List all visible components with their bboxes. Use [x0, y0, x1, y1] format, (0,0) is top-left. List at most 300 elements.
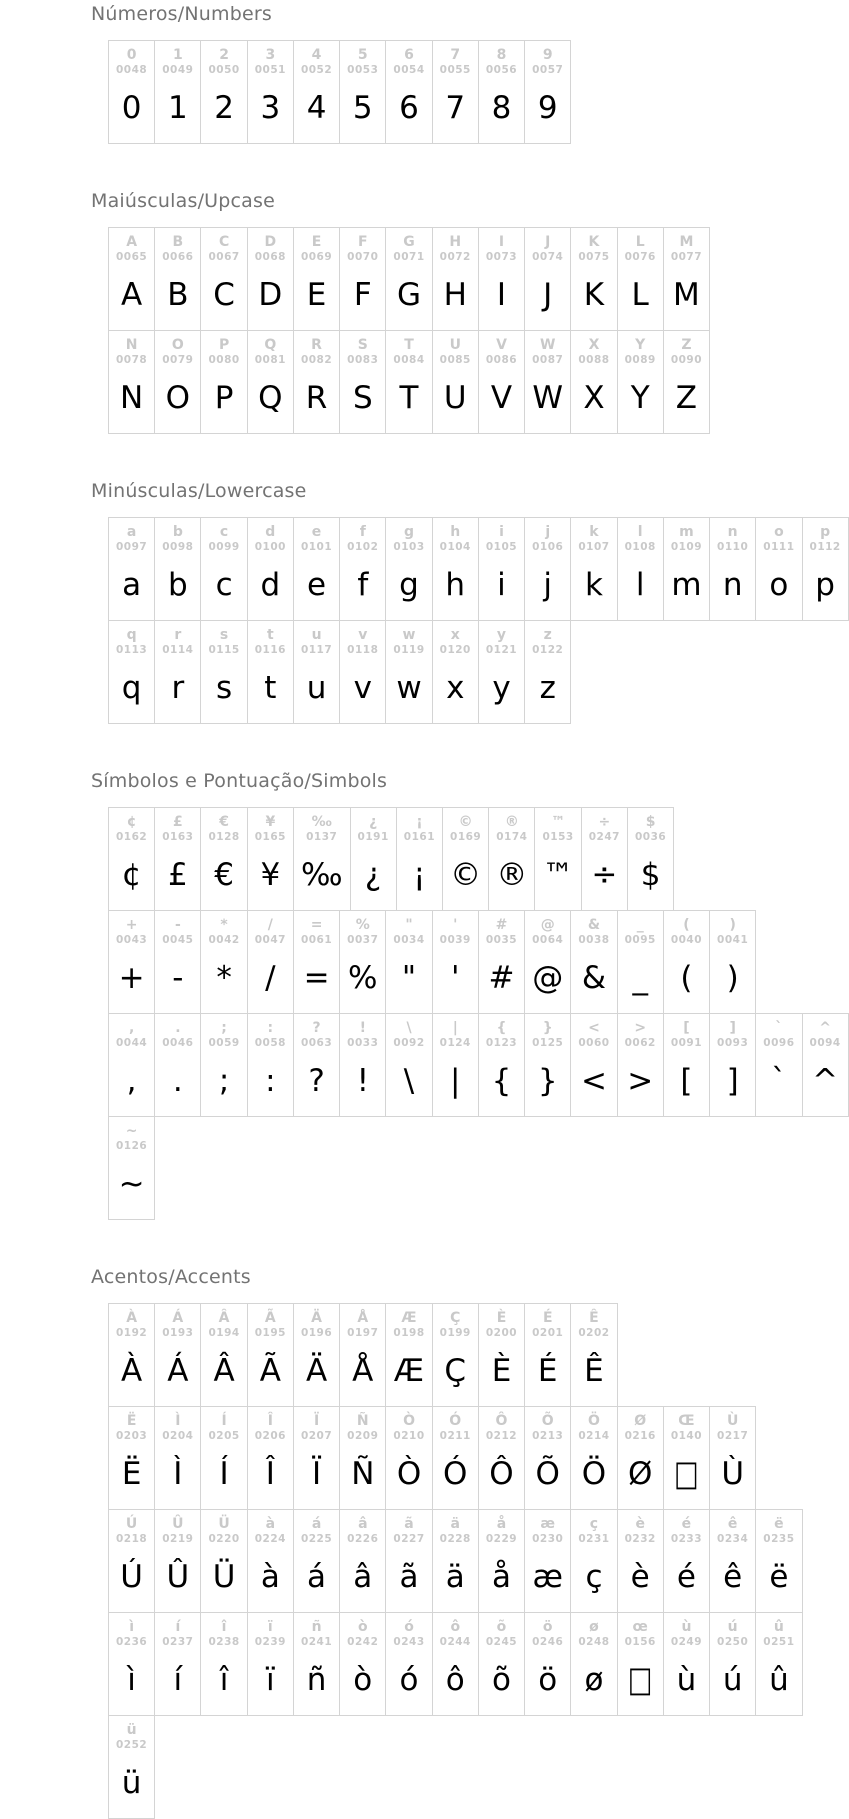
font-glyph: o [769, 567, 789, 603]
char-cell [294, 41, 340, 143]
unicode-code: 0053 [347, 64, 379, 76]
char-cell [525, 1613, 571, 1715]
char-cell [386, 1014, 432, 1116]
unicode-code: 0210 [393, 1430, 425, 1442]
char-cell [294, 228, 340, 330]
font-glyph: Å [352, 1353, 374, 1389]
unicode-code: 0203 [116, 1430, 148, 1442]
unicode-code: 0036 [634, 831, 667, 843]
font-glyph: ( [680, 960, 693, 996]
font-glyph: l [635, 567, 645, 603]
reference-char: @ [540, 917, 555, 933]
char-row [108, 1013, 849, 1117]
font-glyph: ã [399, 1559, 419, 1595]
font-glyph: É [537, 1353, 558, 1389]
unicode-code: 0202 [578, 1327, 610, 1339]
reference-char: | [452, 1020, 458, 1036]
font-glyph: ë [769, 1559, 789, 1595]
reference-char: ó [404, 1619, 414, 1635]
reference-char: æ [540, 1516, 556, 1532]
char-cell [109, 41, 155, 143]
char-cell [433, 331, 479, 433]
char-cell [201, 1510, 247, 1612]
unicode-code: 0041 [717, 934, 749, 946]
character-section [91, 3, 800, 144]
unicode-code: 0055 [439, 64, 471, 76]
unicode-code: 0174 [496, 831, 528, 843]
unicode-code: 0070 [347, 251, 379, 263]
font-glyph: 8 [491, 90, 512, 126]
char-cell [109, 1407, 155, 1509]
char-cell [628, 808, 673, 910]
reference-char: Ã [264, 1310, 276, 1326]
char-cell [571, 228, 617, 330]
char-cell [248, 911, 294, 1013]
char-cell [479, 1613, 525, 1715]
font-glyph: Ä [305, 1353, 328, 1389]
unicode-code: 0232 [624, 1533, 656, 1545]
font-glyph: å [491, 1559, 511, 1595]
reference-char: < [588, 1020, 600, 1036]
font-glyph: r [171, 670, 185, 706]
section-title: Números/Numbers [91, 3, 272, 25]
char-cell [340, 518, 386, 620]
unicode-code: 0231 [578, 1533, 610, 1545]
char-cell [340, 1510, 386, 1612]
unicode-code: 0092 [393, 1037, 425, 1049]
font-glyph: ï [266, 1662, 275, 1698]
font-glyph: ò [353, 1662, 373, 1698]
reference-char: a [126, 524, 137, 540]
unicode-code: 0228 [439, 1533, 471, 1545]
font-glyph: g [399, 567, 419, 603]
reference-char: 9 [542, 47, 553, 63]
char-cell [155, 518, 201, 620]
reference-char: D [264, 234, 277, 250]
font-glyph: ö [538, 1662, 558, 1698]
unicode-code: 0082 [300, 354, 333, 366]
font-glyph: S [352, 380, 373, 416]
reference-char: À [126, 1310, 138, 1326]
font-glyph: 6 [399, 90, 419, 126]
unicode-code: 0106 [532, 541, 564, 553]
reference-char: Ì [175, 1413, 181, 1429]
char-cell [664, 1407, 710, 1509]
font-glyph: u [306, 670, 327, 706]
unicode-code: 0207 [300, 1430, 333, 1442]
reference-char: * [220, 917, 228, 933]
reference-char: + [125, 917, 138, 933]
unicode-code: 0216 [624, 1430, 656, 1442]
char-cell [710, 1613, 756, 1715]
unicode-code: 0085 [439, 354, 471, 366]
unicode-code: 0217 [717, 1430, 749, 1442]
char-cell [340, 1407, 386, 1509]
font-glyph: % [348, 960, 378, 996]
reference-char: Ñ [356, 1413, 369, 1429]
unicode-code: 0233 [670, 1533, 703, 1545]
char-cell [618, 911, 664, 1013]
font-glyph: £ [167, 857, 188, 893]
section-title: Minúsculas/Lowercase [91, 480, 307, 502]
font-glyph: È [491, 1353, 512, 1389]
font-glyph: z [539, 670, 556, 706]
char-cell [340, 911, 386, 1013]
font-glyph: j [543, 567, 553, 603]
reference-char: o [774, 524, 784, 540]
unicode-code: 0238 [208, 1636, 240, 1648]
font-glyph: Ù [721, 1456, 745, 1492]
char-cell [479, 1014, 525, 1116]
reference-char: ' [453, 917, 458, 933]
unicode-code: 0104 [439, 541, 471, 553]
character-section [91, 480, 841, 724]
reference-char: 0 [126, 47, 137, 63]
char-cell [386, 41, 432, 143]
reference-char: Ç [450, 1310, 461, 1326]
font-glyph: û [769, 1662, 789, 1698]
unicode-code: 0094 [809, 1037, 841, 1049]
font-glyph: $ [640, 857, 661, 893]
reference-char: W [540, 337, 556, 353]
font-glyph: õ [492, 1662, 511, 1698]
char-cell [386, 621, 432, 723]
unicode-code: 0153 [542, 831, 574, 843]
reference-char: ^ [819, 1020, 831, 1036]
unicode-code: 0060 [578, 1037, 610, 1049]
reference-char: 2 [219, 47, 229, 63]
reference-char: E [311, 234, 322, 250]
reference-char: = [310, 917, 323, 933]
reference-char: Ô [495, 1413, 508, 1429]
unicode-code: 0059 [208, 1037, 240, 1049]
char-cell [433, 621, 479, 723]
unicode-code: 0122 [532, 644, 564, 656]
reference-char: å [496, 1516, 507, 1532]
font-glyph: ~ [118, 1166, 145, 1202]
font-glyph: 3 [260, 90, 281, 126]
reference-char: à [265, 1516, 276, 1532]
reference-char: Ï [313, 1413, 320, 1429]
reference-char: ‰ [311, 814, 332, 830]
reference-char: _ [636, 917, 644, 933]
reference-char: 6 [404, 47, 414, 63]
font-glyph: / [265, 960, 276, 996]
font-glyph: Ç [444, 1353, 467, 1389]
reference-char: Â [218, 1310, 230, 1326]
char-cell [248, 1613, 294, 1715]
font-glyph: ; [218, 1063, 230, 1099]
unicode-code: 0137 [306, 831, 338, 843]
font-glyph: C [213, 277, 235, 313]
font-glyph: " [401, 960, 417, 996]
font-glyph: ] [726, 1063, 739, 1099]
reference-char: C [218, 234, 230, 250]
font-glyph: ` [771, 1063, 787, 1099]
char-cell [489, 808, 535, 910]
char-cell [664, 1014, 710, 1116]
reference-char: z [543, 627, 552, 643]
font-glyph: î [219, 1662, 229, 1698]
reference-char: Î [267, 1413, 273, 1429]
font-glyph: Ì [173, 1456, 183, 1492]
char-cell [201, 808, 247, 910]
reference-char: ¥ [265, 814, 276, 830]
reference-char: P [218, 337, 230, 353]
font-glyph: ¢ [121, 857, 142, 893]
char-cell [294, 1613, 340, 1715]
char-cell [201, 1304, 247, 1406]
font-glyph: p [815, 567, 835, 603]
reference-char: x [450, 627, 460, 643]
char-cell [618, 1407, 664, 1509]
font-glyph: Ë [121, 1456, 142, 1492]
reference-char: Æ [401, 1310, 417, 1326]
unicode-code: 0093 [717, 1037, 749, 1049]
char-cell [479, 621, 525, 723]
reference-char: i [499, 524, 504, 540]
reference-char: ì [129, 1619, 135, 1635]
font-glyph: Í [219, 1456, 229, 1492]
unicode-code: 0239 [254, 1636, 286, 1648]
char-cell [248, 41, 294, 143]
font-glyph: E [306, 277, 327, 313]
char-row [108, 517, 849, 621]
char-cell [571, 518, 617, 620]
char-row [108, 1612, 803, 1716]
char-cell [109, 911, 155, 1013]
unicode-code: 0050 [208, 64, 240, 76]
char-cell [201, 1014, 247, 1116]
char-cell [433, 911, 479, 1013]
unicode-code: 0114 [162, 644, 194, 656]
char-cell [571, 331, 617, 433]
unicode-code: 0034 [393, 934, 425, 946]
unicode-code: 0119 [393, 644, 425, 656]
char-cell [664, 1613, 710, 1715]
unicode-code: 0125 [532, 1037, 564, 1049]
char-cell [433, 1014, 479, 1116]
unicode-code: 0039 [439, 934, 471, 946]
font-glyph: Y [630, 380, 650, 416]
font-glyph: W [532, 380, 564, 416]
char-cell [386, 1510, 432, 1612]
char-cell [710, 518, 756, 620]
unicode-code: 0086 [485, 354, 518, 366]
section-title: Acentos/Accents [91, 1266, 251, 1288]
reference-char: ù [681, 1619, 692, 1635]
font-glyph: Ú [120, 1559, 143, 1595]
reference-char: \ [406, 1020, 412, 1036]
reference-char: ô [450, 1619, 461, 1635]
reference-char: F [358, 234, 368, 250]
char-cell [525, 1407, 571, 1509]
reference-char: U [449, 337, 461, 353]
reference-char: ú [727, 1619, 738, 1635]
font-glyph: ì [127, 1662, 136, 1698]
font-glyph: 7 [445, 90, 466, 126]
char-cell [248, 1407, 294, 1509]
unicode-code: 0083 [347, 354, 379, 366]
unicode-code: 0249 [670, 1636, 703, 1648]
char-cell [109, 1716, 154, 1818]
unicode-code: 0220 [208, 1533, 240, 1545]
unicode-code: 0218 [116, 1533, 148, 1545]
unicode-code: 0062 [624, 1037, 656, 1049]
unicode-code: 0077 [670, 251, 703, 263]
unicode-code: 0229 [485, 1533, 518, 1545]
reference-char: & [587, 917, 601, 933]
reference-char: e [311, 524, 322, 540]
unicode-code: 0088 [578, 354, 610, 366]
unicode-code: 0121 [485, 644, 518, 656]
font-glyph: Û [166, 1559, 190, 1595]
char-cell [294, 1407, 340, 1509]
char-cell [664, 1510, 710, 1612]
char-cell [248, 1304, 294, 1406]
font-glyph: | [450, 1063, 461, 1099]
reference-char: - [174, 917, 181, 933]
reference-char: é [681, 1516, 692, 1532]
unicode-code: 0219 [162, 1533, 194, 1545]
unicode-code: 0068 [254, 251, 286, 263]
unicode-code: 0230 [532, 1533, 564, 1545]
reference-char: ê [727, 1516, 738, 1532]
char-cell [479, 41, 525, 143]
font-glyph: é [676, 1559, 696, 1595]
font-glyph: k [584, 567, 603, 603]
unicode-code: 0128 [208, 831, 240, 843]
unicode-code: 0205 [208, 1430, 240, 1442]
char-cell [525, 1510, 571, 1612]
reference-char: ã [404, 1516, 414, 1532]
reference-char: k [589, 524, 599, 540]
unicode-code: 0235 [763, 1533, 795, 1545]
font-glyph: 5 [352, 90, 373, 126]
char-row [108, 227, 710, 331]
char-row [108, 40, 571, 144]
reference-char: Œ [678, 1413, 695, 1429]
char-cell [386, 1407, 432, 1509]
reference-char: ç [589, 1516, 599, 1532]
font-glyph: \ [403, 1063, 415, 1099]
font-glyph: < [580, 1063, 607, 1099]
unicode-code: 0090 [670, 354, 703, 366]
char-cell [571, 1407, 617, 1509]
font-glyph: Æ [393, 1353, 425, 1389]
unicode-code: 0243 [393, 1636, 425, 1648]
font-glyph: æ [532, 1559, 563, 1595]
unicode-code: 0047 [254, 934, 286, 946]
reference-char: Ó [449, 1413, 462, 1429]
reference-char: Ú [125, 1516, 138, 1532]
char-cell [618, 1510, 664, 1612]
char-cell [155, 621, 201, 723]
char-cell [756, 518, 802, 620]
unicode-code: 0099 [208, 541, 240, 553]
font-glyph: ô [445, 1662, 465, 1698]
char-cell [155, 1613, 201, 1715]
char-cell [525, 41, 570, 143]
unicode-code: 0226 [347, 1533, 379, 1545]
font-glyph: i [497, 567, 506, 603]
font-glyph: Ô [489, 1456, 514, 1492]
char-cell [386, 1304, 432, 1406]
font-glyph: Ó [443, 1456, 468, 1492]
reference-char: J [545, 234, 551, 250]
unicode-code: 0072 [439, 251, 471, 263]
unicode-code: 0242 [347, 1636, 379, 1648]
font-glyph: ä [445, 1559, 465, 1595]
font-glyph: J [543, 277, 553, 313]
reference-char: ( [683, 917, 690, 933]
font-glyph: & [581, 960, 607, 996]
unicode-code: 0200 [485, 1327, 518, 1339]
unicode-code: 0209 [347, 1430, 379, 1442]
font-glyph: ? [308, 1063, 325, 1099]
font-glyph: © [450, 857, 482, 893]
font-glyph: 1 [167, 90, 188, 126]
font-glyph: f [357, 567, 369, 603]
reference-char: Ò [403, 1413, 415, 1429]
font-glyph: h [445, 567, 466, 603]
font-glyph: □ [674, 1453, 699, 1495]
unicode-code: 0227 [393, 1533, 425, 1545]
char-cell [397, 808, 443, 910]
unicode-code: 0214 [578, 1430, 610, 1442]
reference-char: í [175, 1619, 181, 1635]
unicode-code: 0078 [116, 354, 148, 366]
char-cell [201, 331, 247, 433]
font-glyph: s [216, 670, 233, 706]
char-cell [571, 1014, 617, 1116]
char-cell [155, 228, 201, 330]
reference-char: M [679, 234, 694, 250]
char-cell [155, 1014, 201, 1116]
unicode-code: 0091 [670, 1037, 703, 1049]
unicode-code: 0165 [254, 831, 286, 843]
unicode-code: 0140 [670, 1430, 703, 1442]
font-glyph: N [120, 380, 144, 416]
reference-char: > [634, 1020, 647, 1036]
reference-char: ? [312, 1020, 321, 1036]
font-glyph: { [491, 1063, 512, 1099]
reference-char: s [219, 627, 229, 643]
unicode-code: 0247 [588, 831, 620, 843]
unicode-code: 0211 [439, 1430, 471, 1442]
unicode-code: 0087 [532, 354, 564, 366]
char-cell [664, 228, 709, 330]
reference-char: Õ [541, 1413, 554, 1429]
reference-char: p [820, 524, 831, 540]
char-cell [618, 228, 664, 330]
font-glyph: * [216, 960, 232, 996]
char-cell [756, 1014, 802, 1116]
reference-char: b [172, 524, 183, 540]
reference-char: Ü [218, 1516, 230, 1532]
reference-char: ] [729, 1020, 736, 1036]
char-cell [525, 331, 571, 433]
reference-char: h [450, 524, 461, 540]
font-glyph: 9 [537, 90, 558, 126]
char-cell [340, 331, 386, 433]
font-glyph: ® [496, 857, 528, 893]
unicode-code: 0196 [300, 1327, 333, 1339]
char-cell [201, 1407, 247, 1509]
char-cell [433, 228, 479, 330]
reference-char: q [126, 627, 137, 643]
char-cell [479, 1510, 525, 1612]
